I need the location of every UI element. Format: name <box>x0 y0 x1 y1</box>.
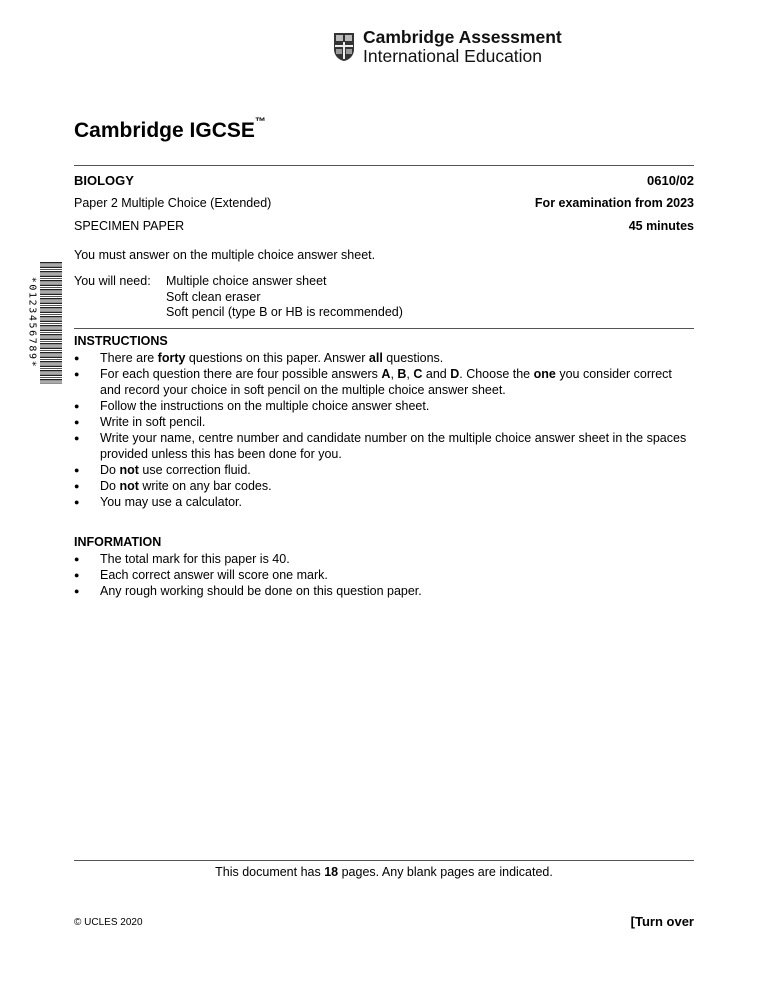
bullet-icon: ● <box>74 554 80 564</box>
barcode-text: *0123456789* <box>26 276 38 369</box>
need-label: You will need: <box>74 274 151 288</box>
need-item: Soft clean eraser <box>166 289 261 304</box>
title-text: Cambridge IGCSE <box>74 119 255 142</box>
pages-note-pre: This document has <box>215 865 325 879</box>
need-item: Soft pencil (type B or HB is recommended) <box>166 305 403 319</box>
list-item-text: Write your name, centre number and candidate number on the multiple choice answer sheet in the spaces provided unless this has been done for you. <box>100 431 687 461</box>
instructions-list <box>74 350 694 510</box>
duration: 45 minutes <box>628 219 694 233</box>
bullet-icon: ● <box>74 586 80 596</box>
information-heading: INFORMATION <box>74 535 162 549</box>
list-item-text: Each correct answer will score one mark. <box>100 568 328 582</box>
list-item-text: Any rough working should be done on this question paper. <box>100 584 422 598</box>
need-list <box>166 274 403 321</box>
syllabus-code: 0610/02 <box>647 173 694 188</box>
information-list <box>74 551 694 599</box>
bullet-icon: ● <box>74 433 80 443</box>
list-item-text: Do not use correction fluid. <box>100 463 251 477</box>
divider <box>74 165 694 166</box>
list-item-text: Do not write on any bar codes. <box>100 479 272 493</box>
divider <box>74 328 694 329</box>
list-item-text: You may use a calculator. <box>100 495 242 509</box>
list-item-text: There are forty questions on this paper. Answer all questions. <box>100 351 444 365</box>
subject: BIOLOGY <box>74 173 134 188</box>
bullet-icon: ● <box>74 401 80 411</box>
trademark: ™ <box>254 116 266 128</box>
list-item-text: For each question there are four possible answers A, B, C and D. Choose the one you consider correct and record your choice in soft pencil on the multiple choice answer sheet. <box>100 367 672 397</box>
bullet-icon: ● <box>74 497 80 507</box>
list-item-text: Write in soft pencil. <box>100 415 206 429</box>
divider <box>74 860 694 861</box>
page-title <box>74 116 266 143</box>
list-item <box>74 478 694 494</box>
list-item <box>74 430 694 462</box>
list-item <box>74 583 694 599</box>
list-item <box>74 494 694 510</box>
copyright: © UCLES 2020 <box>74 917 143 928</box>
list-item <box>74 350 694 366</box>
exam-from: For examination from 2023 <box>534 196 694 210</box>
cambridge-logo <box>333 28 562 66</box>
answer-note: You must answer on the multiple choice answer sheet. <box>74 248 376 262</box>
pages-note-post: pages. Any blank pages are indicated. <box>338 865 553 879</box>
list-item <box>74 366 694 398</box>
list-item-text: Follow the instructions on the multiple choice answer sheet. <box>100 399 430 413</box>
instructions-heading: INSTRUCTIONS <box>74 334 168 348</box>
specimen-label: SPECIMEN PAPER <box>74 219 185 233</box>
barcode-bars <box>40 262 62 384</box>
logo-line-1: Cambridge Assessment <box>363 27 562 47</box>
bullet-icon: ● <box>74 369 80 379</box>
paper-name: Paper 2 Multiple Choice (Extended) <box>74 196 272 210</box>
list-item-text: The total mark for this paper is 40. <box>100 552 290 566</box>
bullet-icon: ● <box>74 570 80 580</box>
need-item: Multiple choice answer sheet <box>166 274 327 288</box>
list-item <box>74 567 694 583</box>
bullet-icon: ● <box>74 417 80 427</box>
bullet-icon: ● <box>74 353 80 363</box>
barcode <box>26 262 66 384</box>
list-item <box>74 462 694 478</box>
turn-over: [Turn over <box>630 914 694 929</box>
bullet-icon: ● <box>74 481 80 491</box>
page-count: 18 <box>324 865 339 879</box>
bullet-icon: ● <box>74 465 80 475</box>
list-item <box>74 551 694 567</box>
list-item <box>74 398 694 414</box>
logo-line-2: International Education <box>363 46 543 66</box>
crest-icon <box>333 32 355 62</box>
list-item <box>74 414 694 430</box>
pages-note <box>0 865 768 879</box>
